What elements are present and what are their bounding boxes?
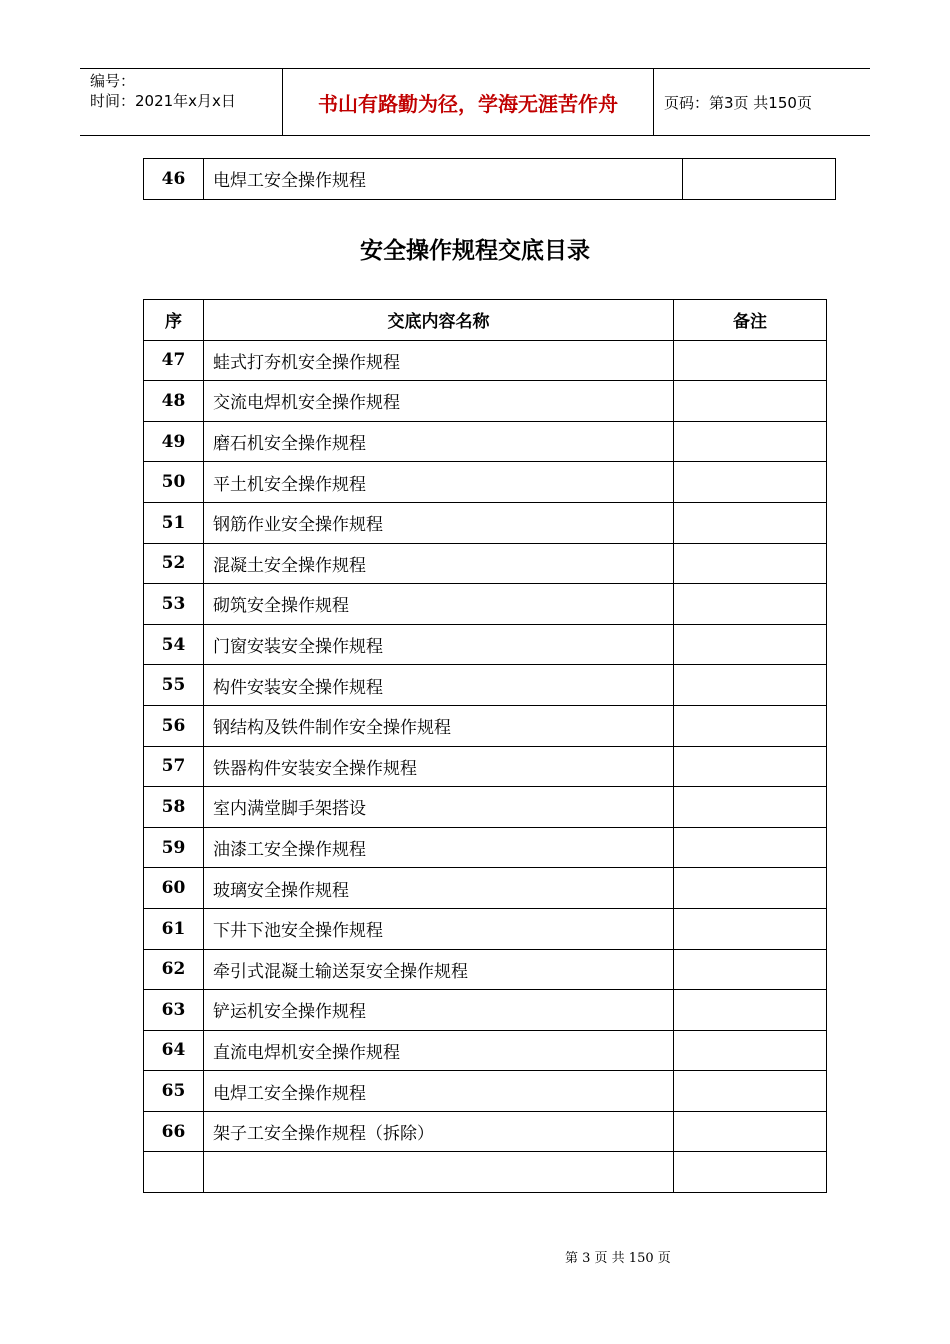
row-note	[674, 1030, 827, 1071]
row-note	[674, 462, 827, 503]
row-number: 64	[144, 1030, 204, 1071]
row-number: 46	[144, 159, 204, 200]
row-note	[674, 705, 827, 746]
row-name: 架子工安全操作规程（拆除）	[204, 1111, 674, 1152]
table-header-row	[144, 300, 827, 341]
row-note	[674, 990, 827, 1031]
table-row	[144, 1071, 827, 1112]
row-number: 53	[144, 584, 204, 625]
header-no: 序	[144, 300, 204, 341]
header-name: 交底内容名称	[204, 300, 674, 341]
row-number: 65	[144, 1071, 204, 1112]
table-row	[144, 1111, 827, 1152]
row-name: 牵引式混凝土输送泵安全操作规程	[204, 949, 674, 990]
header-meta	[80, 69, 282, 135]
row-name: 铲运机安全操作规程	[204, 990, 674, 1031]
table-row	[144, 705, 827, 746]
row-note	[674, 340, 827, 381]
row-name: 门窗安装安全操作规程	[204, 624, 674, 665]
row-number: 55	[144, 665, 204, 706]
table-row	[144, 787, 827, 828]
row-number: 52	[144, 543, 204, 584]
table-row	[144, 159, 836, 200]
table-row	[144, 1030, 827, 1071]
row-number	[144, 1152, 204, 1193]
table-row	[144, 462, 827, 503]
row-note	[674, 746, 827, 787]
row-name: 钢结构及铁件制作安全操作规程	[204, 705, 674, 746]
row-note	[674, 543, 827, 584]
table-row	[144, 543, 827, 584]
row-number: 57	[144, 746, 204, 787]
row-name: 砌筑安全操作规程	[204, 584, 674, 625]
header-note: 备注	[674, 300, 827, 341]
row-name: 构件安装安全操作规程	[204, 665, 674, 706]
row-note	[674, 787, 827, 828]
row-note	[674, 1111, 827, 1152]
row-name: 电焊工安全操作规程	[204, 1071, 674, 1112]
row-number: 48	[144, 381, 204, 422]
table-row	[144, 827, 827, 868]
row-note	[674, 908, 827, 949]
row-name: 蛙式打夯机安全操作规程	[204, 340, 674, 381]
row-number: 51	[144, 502, 204, 543]
row-name: 室内满堂脚手架搭设	[204, 787, 674, 828]
row-number: 59	[144, 827, 204, 868]
row-note	[674, 584, 827, 625]
row-name: 钢筋作业安全操作规程	[204, 502, 674, 543]
row-note	[674, 421, 827, 462]
number-label: 编号：	[90, 72, 136, 90]
row-name: 电焊工安全操作规程	[204, 159, 683, 200]
header-motto: 书山有路勤为径，学海无涯苦作舟	[282, 69, 654, 135]
row-name: 直流电焊机安全操作规程	[204, 1030, 674, 1071]
date-line: 时间：2021年x月x日	[90, 92, 236, 110]
row-number: 62	[144, 949, 204, 990]
table-row	[144, 502, 827, 543]
table-row	[144, 624, 827, 665]
row-note	[674, 381, 827, 422]
table-row	[144, 908, 827, 949]
document-title: 安全操作规程交底目录	[360, 238, 590, 264]
row-number: 47	[144, 340, 204, 381]
row-number: 50	[144, 462, 204, 503]
row-name: 磨石机安全操作规程	[204, 421, 674, 462]
catalog-table	[143, 299, 827, 1193]
table-row	[144, 381, 827, 422]
row-name: 交流电焊机安全操作规程	[204, 381, 674, 422]
prev-table	[143, 158, 836, 200]
page-header	[80, 68, 870, 136]
row-note	[674, 502, 827, 543]
row-number: 58	[144, 787, 204, 828]
header-page-info: 页码：第3页 共150页	[664, 93, 812, 112]
table-row	[144, 340, 827, 381]
row-note	[674, 624, 827, 665]
row-name: 下井下池安全操作规程	[204, 908, 674, 949]
row-number: 54	[144, 624, 204, 665]
row-note	[683, 159, 836, 200]
table-row	[144, 990, 827, 1031]
row-note	[674, 827, 827, 868]
row-name: 玻璃安全操作规程	[204, 868, 674, 909]
row-name: 混凝土安全操作规程	[204, 543, 674, 584]
row-number: 66	[144, 1111, 204, 1152]
table-row	[144, 746, 827, 787]
row-name	[204, 1152, 674, 1193]
table-row	[144, 949, 827, 990]
table-row	[144, 421, 827, 462]
row-name: 平土机安全操作规程	[204, 462, 674, 503]
row-note	[674, 1071, 827, 1112]
row-note	[674, 665, 827, 706]
table-row	[144, 1152, 827, 1193]
row-name: 油漆工安全操作规程	[204, 827, 674, 868]
row-number: 49	[144, 421, 204, 462]
row-note	[674, 949, 827, 990]
row-number: 63	[144, 990, 204, 1031]
row-number: 60	[144, 868, 204, 909]
row-note	[674, 1152, 827, 1193]
table-row	[144, 584, 827, 625]
row-note	[674, 868, 827, 909]
row-number: 56	[144, 705, 204, 746]
row-number: 61	[144, 908, 204, 949]
row-name: 铁器构件安装安全操作规程	[204, 746, 674, 787]
table-row	[144, 868, 827, 909]
page-footer: 第 3 页 共 150 页	[565, 1251, 671, 1266]
table-row	[144, 665, 827, 706]
